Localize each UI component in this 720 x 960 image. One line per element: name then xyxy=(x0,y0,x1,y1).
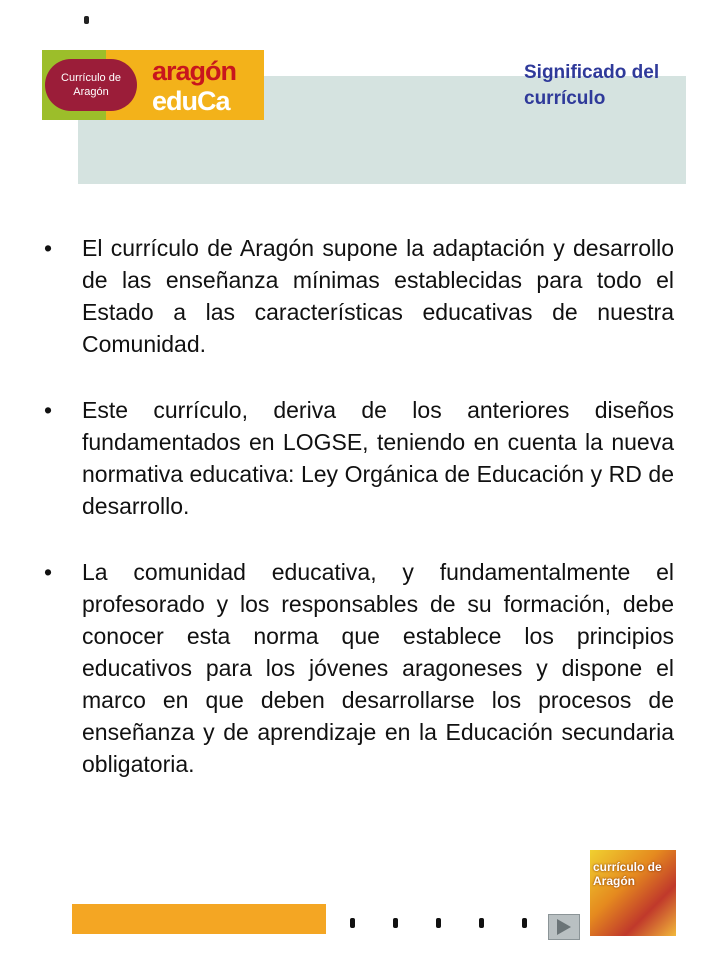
bullet-mark: • xyxy=(44,235,53,261)
bullet-mark: • xyxy=(44,397,53,423)
logo-badge: Currículo de Aragón xyxy=(45,59,137,111)
logo-brand-line1: aragón xyxy=(152,56,237,86)
play-triangle-icon xyxy=(557,919,571,935)
bullet-text: Este currículo, deriva de los anteriores diseños fundamentados en LOGSE, teniendo en cuenta la nueva normativa educativa: Ley Orgánica de Educación y RD de desarrollo. xyxy=(82,397,674,519)
footer-dot xyxy=(436,918,441,928)
logo-green-block xyxy=(42,50,121,120)
bullet-item xyxy=(44,232,674,360)
decorative-dot xyxy=(84,16,89,24)
bullet-text: El currículo de Aragón supone la adaptación y desarrollo de las enseñanza mínimas establecidas para todo el Estado a las características educativas de nuestra Comunidad. xyxy=(82,235,674,357)
logo-brand-line2: eduCa xyxy=(152,86,230,116)
footer-dot xyxy=(350,918,355,928)
curriculo-aragon-corner-logo: currículo de Aragón xyxy=(590,850,676,936)
bullet-list xyxy=(44,232,674,814)
footer-dot xyxy=(522,918,527,928)
slide-title: Significado del currículo xyxy=(524,62,660,109)
footer-bar xyxy=(72,904,326,934)
bullet-text: La comunidad educativa, y fundamentalmente el profesorado y los responsables de su formación, debe conocer esta norma que establece los principios educativos para los jóvenes aragoneses y dispone el marco en que deben desarrollarse los procesos de enseñanza y de aprendizaje en la Educación secundaria obligatoria. xyxy=(82,559,674,777)
footer-dot xyxy=(479,918,484,928)
bullet-mark: • xyxy=(44,559,53,585)
next-slide-button[interactable] xyxy=(548,914,580,940)
footer-dot xyxy=(393,918,398,928)
footer-dots xyxy=(350,918,527,928)
aragon-educa-logo xyxy=(42,50,264,120)
bullet-item xyxy=(44,556,674,780)
bullet-item xyxy=(44,394,674,522)
